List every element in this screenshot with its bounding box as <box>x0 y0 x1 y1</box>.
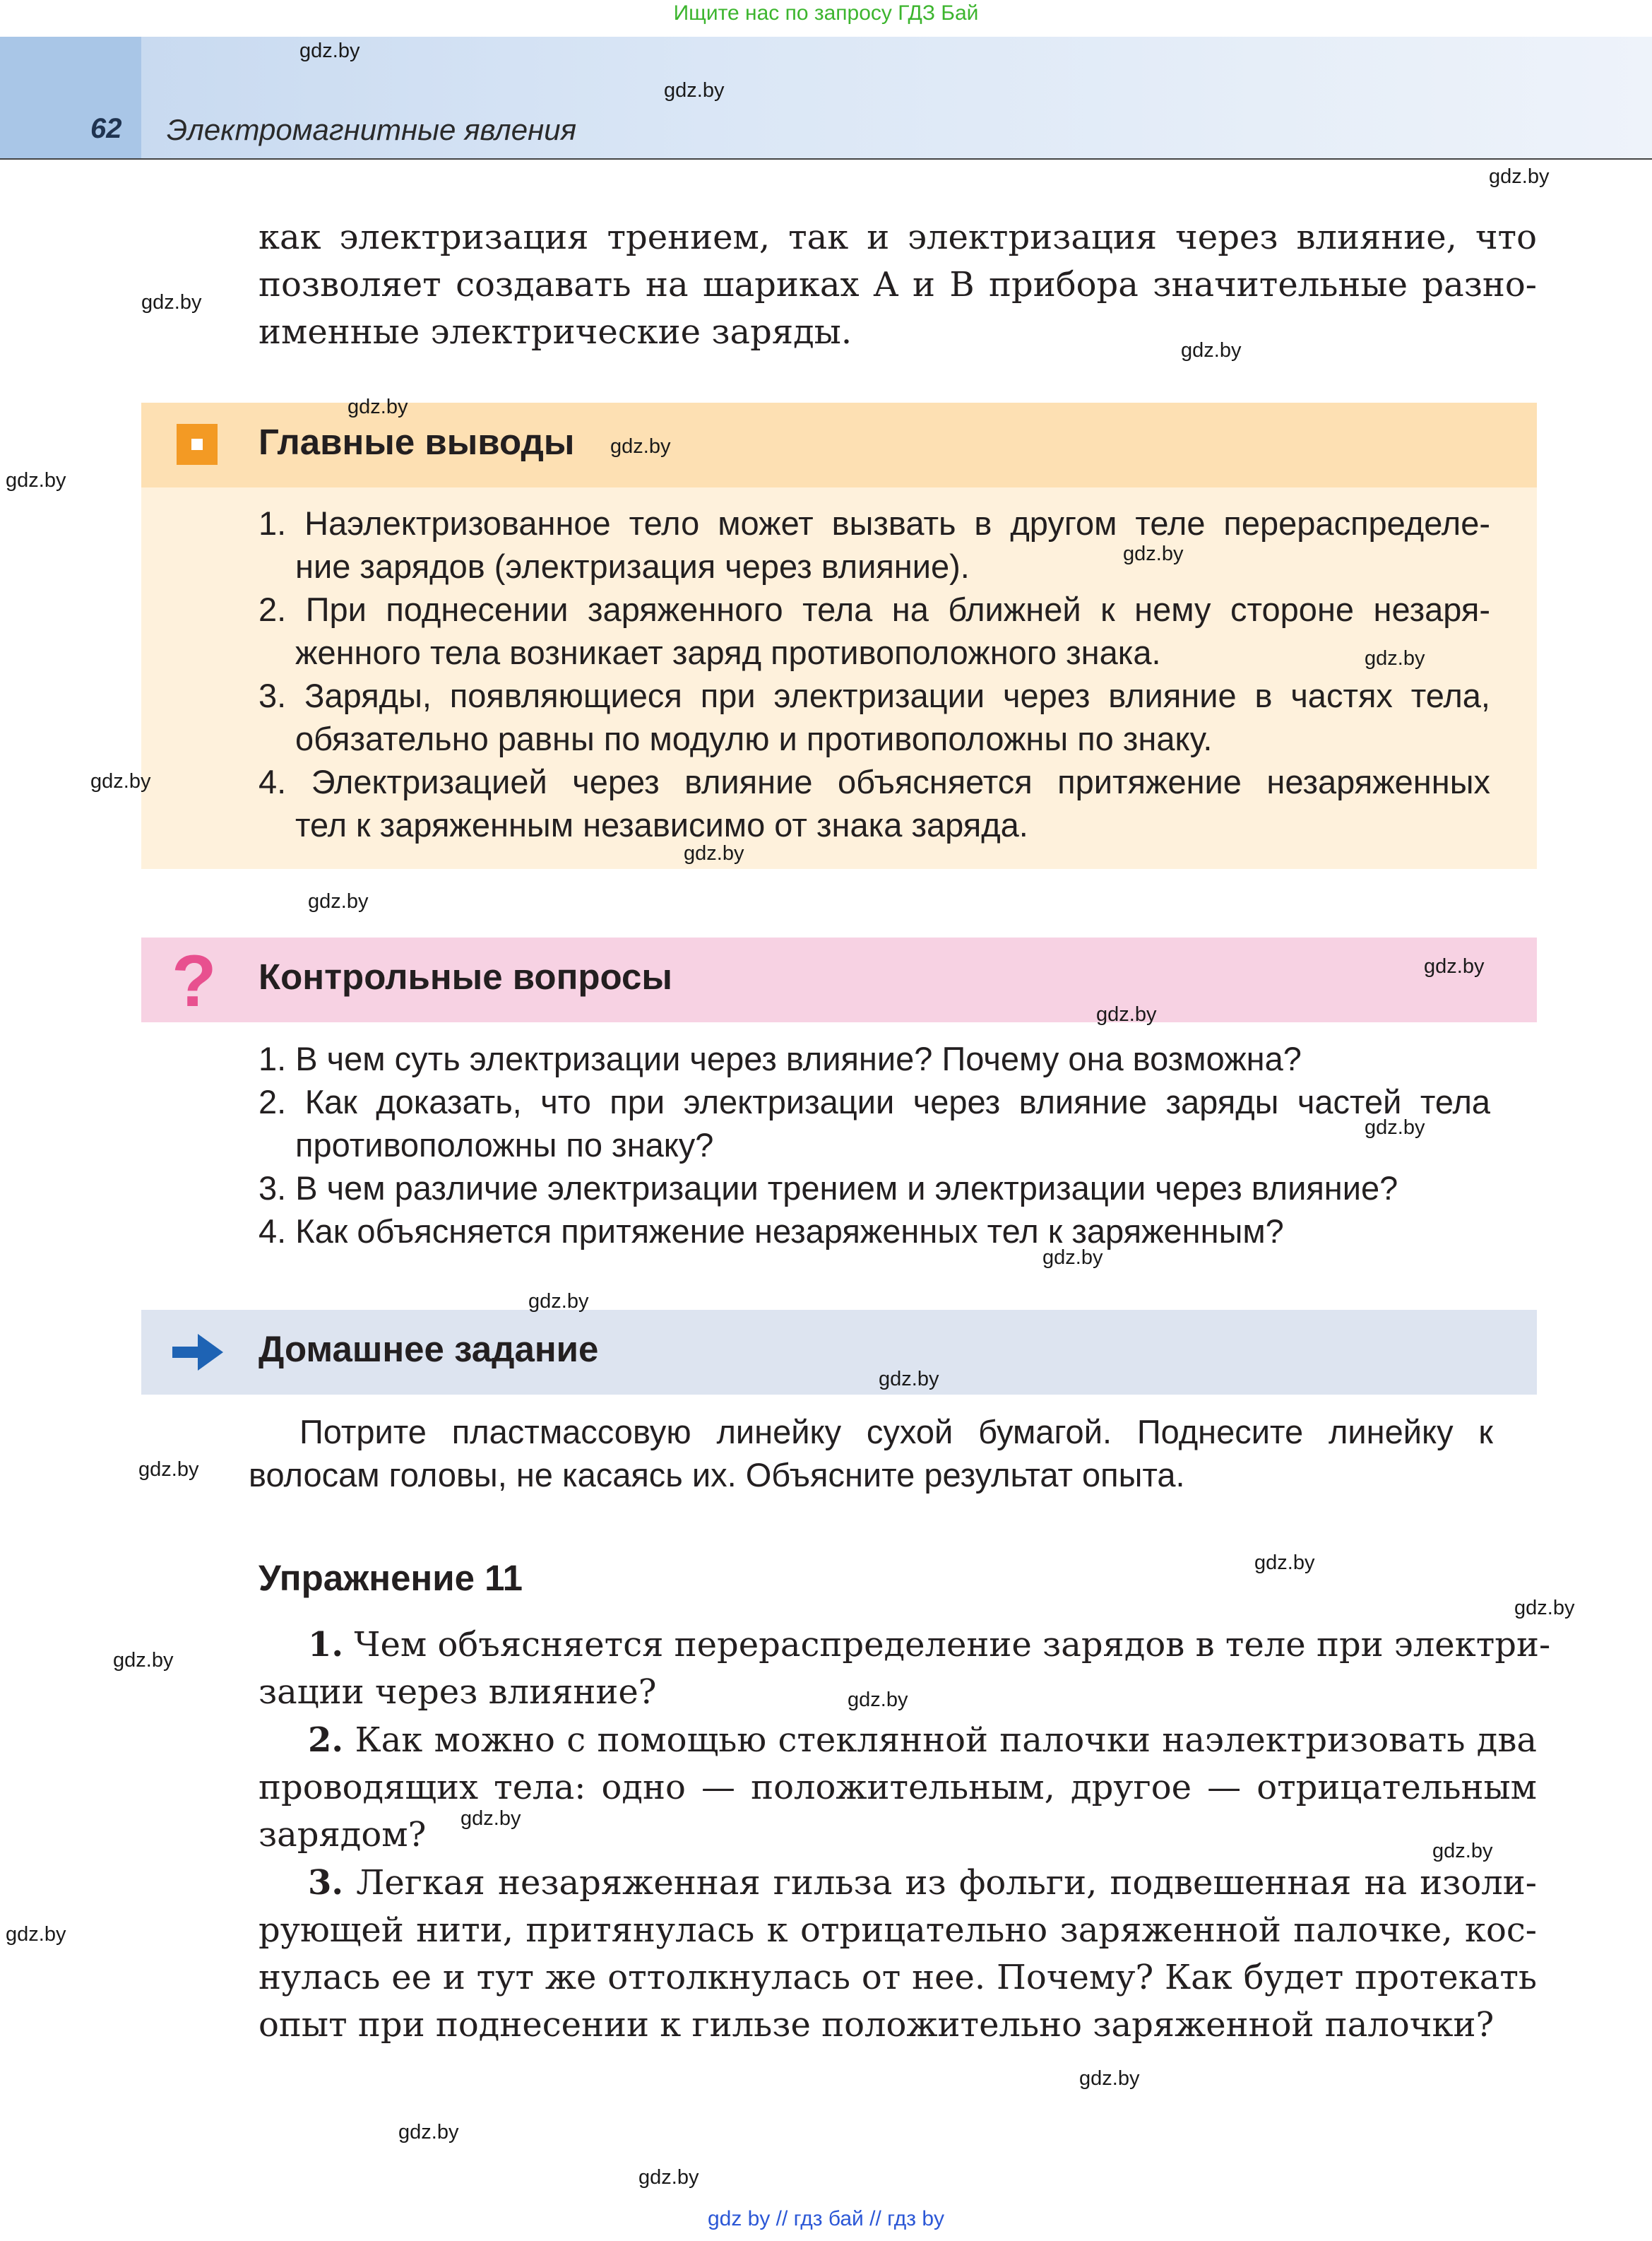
questions-title: Контрольные вопросы <box>259 957 672 997</box>
watermark: gdz.by <box>1181 339 1242 362</box>
watermark: gdz.by <box>6 1923 66 1946</box>
item-line: Электризацией через влияние объясняется притяжение незаряженных <box>311 763 1490 800</box>
chapter-title: Электромагнитные явления <box>167 113 577 146</box>
homework-title: Домашнее задание <box>259 1329 599 1369</box>
item-number: 1. <box>259 504 287 542</box>
item-number: 3. <box>259 677 287 714</box>
item-line: Как объясняется притяжение незаряженных тел к заряженным? <box>295 1212 1284 1250</box>
item-line: Заряды, появляющиеся при электризации через влияние в частях тела, <box>304 677 1490 714</box>
item-line: тел к заряженным независимо от знака заряда. <box>295 806 1028 844</box>
watermark: gdz.by <box>848 1689 908 1711</box>
watermark: gdz.by <box>141 291 202 314</box>
watermark: gdz.by <box>1042 1246 1103 1269</box>
item-number: 2. <box>259 1083 287 1120</box>
item-line: обязательно равны по модулю и противоположны по знаку. <box>295 720 1213 757</box>
conclusion-item <box>259 674 1490 760</box>
item-line: ние зарядов (электризация через влияние). <box>295 548 970 585</box>
item-line: опыт при поднесении к гильзе положительно заряженной палочки? <box>259 2005 1494 2045</box>
item-number: 3. <box>259 1169 287 1207</box>
item-line: нулась ее и тут же оттолкнулась от нее. Почему? Как будет протекать <box>259 1958 1537 1997</box>
conclusion-item <box>259 760 1490 846</box>
item-number: 4. <box>259 1212 287 1250</box>
watermark: gdz.by <box>1432 1840 1493 1862</box>
item-line: зации через влияние? <box>259 1672 657 1712</box>
item-line: рующей нити, притянулась к отрицательно заряженной палочке, кос- <box>259 1910 1537 1950</box>
watermark: gdz.by <box>6 469 66 492</box>
intro-line: позволяет создавать на шариках A и B прибора значительные разно- <box>259 265 1537 304</box>
page-number: 62 <box>90 113 122 144</box>
watermark: gdz.by <box>610 435 671 458</box>
exercise-item <box>259 1859 1537 2049</box>
question-item <box>259 1166 1490 1210</box>
item-number: 4. <box>259 763 287 800</box>
watermark: gdz.by <box>308 890 369 913</box>
watermark: gdz.by <box>398 2121 459 2144</box>
item-line: В чем суть электризации через влияние? Почему она возможна? <box>295 1040 1302 1077</box>
item-number: 1. <box>259 1040 287 1077</box>
watermark: gdz.by <box>1079 2067 1140 2090</box>
exercise-title: Упражнение 11 <box>259 1558 523 1598</box>
item-number: 2. <box>259 591 287 628</box>
item-line: проводящих тела: одно — положительным, другое — отрицательным <box>259 1768 1537 1807</box>
item-line: Легкая незаряженная гильза из фольги, подвешенная на изоли- <box>356 1863 1537 1903</box>
question-mark-icon: ? <box>172 940 217 1022</box>
watermark: gdz.by <box>113 1649 174 1672</box>
item-number: 2. <box>308 1720 344 1760</box>
item-line: Как можно с помощью стеклянной палочки наэлектризовать два <box>355 1720 1538 1760</box>
watermark: gdz.by <box>1365 647 1425 670</box>
header-divider <box>0 158 1652 160</box>
top-search-link[interactable]: Ищите нас по запросу ГДЗ Бай <box>673 1 979 25</box>
exercise-item <box>259 1717 1537 1859</box>
homework-text <box>249 1410 1493 1496</box>
question-item <box>259 1210 1490 1253</box>
watermark: gdz.by <box>1123 543 1184 565</box>
watermark: gdz.by <box>684 842 744 865</box>
watermark: gdz.by <box>664 79 725 102</box>
item-line: Как доказать, что при электризации через влияние заряды частей тела <box>304 1083 1491 1120</box>
conclusion-item <box>259 588 1490 674</box>
watermark: gdz.by <box>1254 1551 1315 1574</box>
watermark: gdz.by <box>1096 1003 1157 1026</box>
watermark: gdz.by <box>1424 955 1485 978</box>
watermark: gdz.by <box>638 2166 699 2189</box>
watermark: gdz.by <box>90 770 151 793</box>
watermark: gdz.by <box>347 396 408 418</box>
conclusions-square-icon <box>177 424 218 465</box>
watermark: gdz.by <box>528 1290 589 1313</box>
item-number: 1. <box>308 1625 344 1665</box>
intro-paragraph <box>259 214 1537 356</box>
question-item <box>259 1080 1490 1166</box>
item-line: При поднесении заряженного тела на ближней к нему стороне незаря- <box>305 591 1490 628</box>
item-line: женного тела возникает заряд противоположного знака. <box>295 634 1161 671</box>
item-line: противоположны по знаку? <box>295 1126 714 1164</box>
intro-line: как электризация трением, так и электризация через влияние, что <box>259 218 1537 257</box>
conclusion-item <box>259 502 1490 588</box>
question-item <box>259 1037 1490 1080</box>
item-line: зарядом? <box>259 1815 427 1855</box>
watermark: gdz.by <box>138 1458 199 1481</box>
watermark: gdz.by <box>1489 165 1550 188</box>
item-line: В чем различие электризации трением и электризации через влияние? <box>295 1169 1398 1207</box>
homework-line: волосам головы, не касаясь их. Объясните результат опыта. <box>249 1456 1185 1494</box>
conclusions-title: Главные выводы <box>259 422 575 462</box>
watermark: gdz.by <box>1365 1116 1425 1139</box>
watermark: gdz.by <box>460 1807 521 1830</box>
homework-line: Потрите пластмассовую линейку сухой бумагой. Поднесите линейку к <box>299 1413 1493 1450</box>
watermark: gdz.by <box>879 1368 939 1390</box>
watermark: gdz.by <box>299 40 360 62</box>
item-line: Наэлектризованное тело может вызвать в другом теле перераспределе- <box>304 504 1490 542</box>
footer-links[interactable]: gdz by // гдз бай // гдз by <box>707 2207 945 2230</box>
intro-line: именные электрические заряды. <box>259 312 852 352</box>
item-number: 3. <box>308 1863 344 1903</box>
item-line: Чем объясняется перераспределение зарядов в теле при электри- <box>354 1625 1551 1665</box>
watermark: gdz.by <box>1514 1597 1575 1619</box>
arrow-right-icon <box>170 1331 226 1373</box>
